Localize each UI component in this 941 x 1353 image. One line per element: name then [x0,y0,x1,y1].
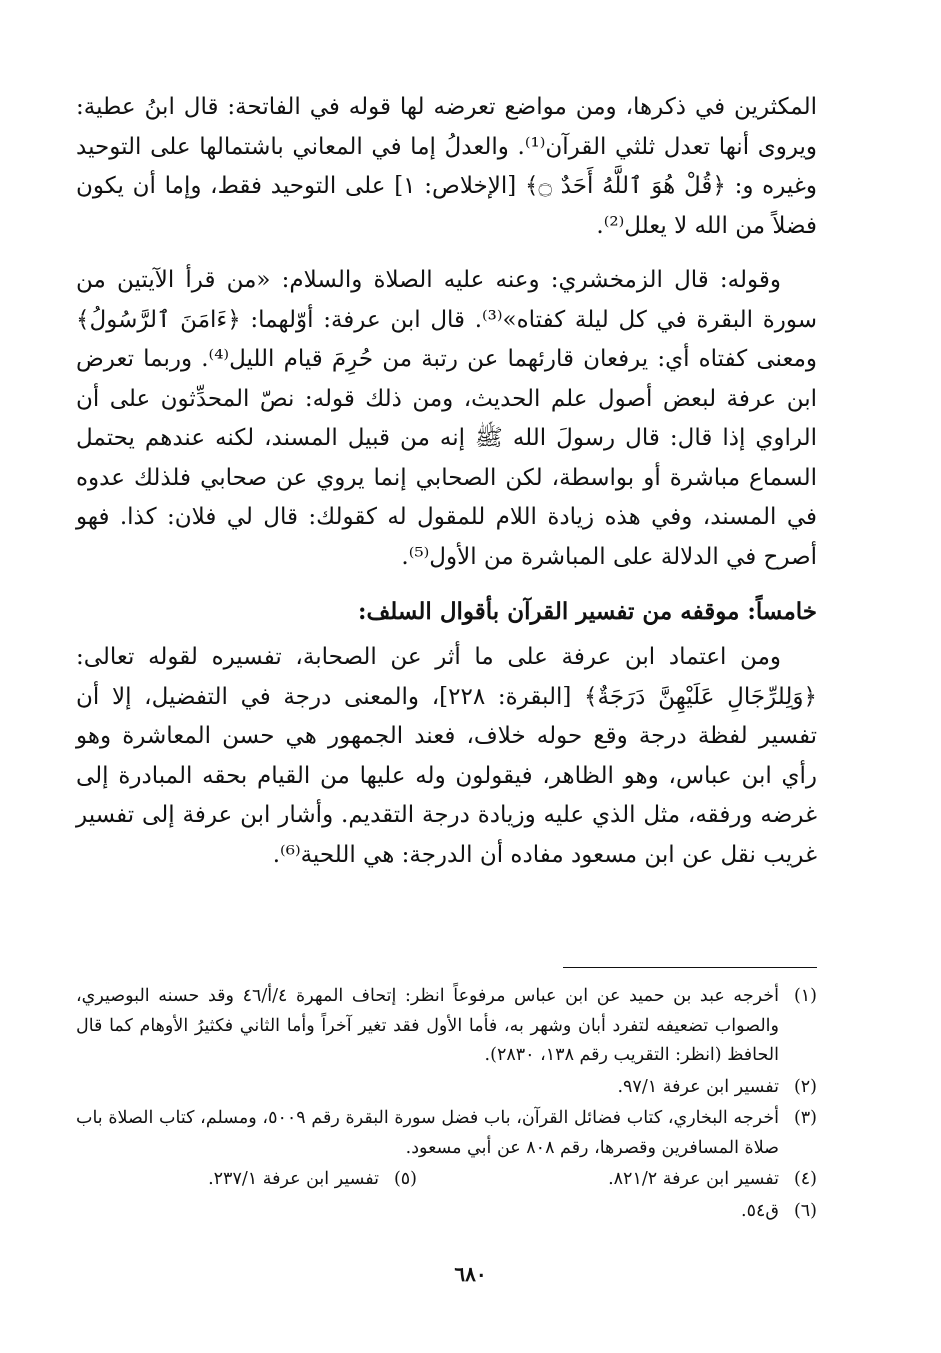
footnote-text: تفسير ابن عرفة ٢٣٧/١. [208,1169,379,1189]
text-line: ورفقه، مثل الذي عليه وزيادة درجة التقديم. وأشار ابن عرفة إلى تفسير غريب [76,802,817,868]
footnote-number: (٦) [793,1200,817,1221]
footnote-2 [76,1073,817,1103]
paragraph-2 [76,261,817,577]
footnote-row [76,1165,817,1197]
footnote-3 [76,1104,817,1163]
text-line: لفظة درجة وقع حوله خلاف، فعند الجمهور هي حسن المعاشرة وهو رأي ابن [76,723,817,789]
text-line: عباس، وهو الظاهر، فيقولون وله عليها من القيام بحقه المبادرة إلى غرضه [76,762,817,828]
text-line: ومعنى كفتاه أي: يرفعان قارئهما عن رتبة من حُرِمَ قيام الليل⁽⁴⁾. وربما تعرض [76,346,817,372]
text-line: الراوي إذا قال: قال رسولَ الله ﷺ إنه من قبيل المسند، لكنه عندهم يحتمل [76,425,817,451]
footnote-number: (٥) [393,1169,417,1189]
footnote-4 [457,1165,817,1195]
footnote-text: أخرجه عبد بن حميد عن ابن عباس مرفوعاً انظر: إتحاف المهرة ٤/أ/٤٦ وقد حسنه البوصيري، والصواب تضعيفه لتفرد أبان وشهر به، فأما الأول فقد تغير آخراً وأما الثاني فكثيرُ الأوهام كما قال الحافظ (انظر: التقريب رقم ١٣٨، ٢٨٣٠). [76,986,779,1065]
text-line: ويروى أنها تعدل ثلثي القرآن⁽¹⁾. والعدلُ إما في المعاني باشتمالها على [150,133,818,160]
footnote-text: ق٥٤. [741,1200,779,1221]
text-line: وإما أن يكون فضلاً من الله لا يعلل⁽²⁾. [76,173,817,239]
section-heading: خامساً: موقفه من تفسير القرآن بأقوال السلف: [357,598,817,625]
text-line: التوحيد وغيره و: ﴿قُلْ هُوَ ٱللَّهُ أَحَدٌ ۝﴾ [الإخلاص: ١] على التوحيد فقط، [76,133,817,199]
footnotes [76,982,817,1228]
text-line: السماع مباشرة أو بواسطة، لكن الصحابي إنما يروي عن صحابي فلذلك عدوه [76,464,817,491]
text-line: وقوله: قال الزمخشري: وعنه عليه الصلاة والسلام: «من قرأ الآيتين من [76,267,781,293]
footnote-text: أخرجه البخاري، كتاب فضائل القرآن، باب فضل سورة البقرة رقم ٥٠٠٩، ومسلم، كتاب الصلاة باب صلاة المسافرين وقصرها، رقم ٨٠٨ عن أبي مسعود. [76,1108,779,1158]
text-line: ﴿وَلِلرِّجَالِ عَلَيْهِنَّ دَرَجَةٌ﴾ [البقرة: ٢٢٨]، والمعنى درجة في التفضيل، إلا أن تفسير [76,683,817,749]
text-line: في المسند، وفي هذه زيادة اللام للمقول له كقولك: قال لي فلان: كذا. فهو [76,504,817,530]
footnote-number: (٣) [793,1108,817,1128]
text-line: سورة البقرة في كل ليلة كفتاه»⁽³⁾. قال ابن عرفة: أوّلهما: ﴿ءَامَنَ ٱلرَّسُولُ﴾ [76,306,818,333]
footnote-number: (١) [793,986,817,1006]
paragraph-1 [76,88,817,246]
footnote-text: تفسير ابن عرفة ٩٧/١. [617,1076,779,1097]
footnote-1 [76,982,817,1071]
text-line: المكثرين في ذكرها، ومن مواضع تعرضه لها قوله في الفاتحة: قال ابنُ عطية: [76,94,817,120]
text-line: ابن عرفة لبعض أصول علم الحديث، ومن ذلك قوله: نصّ المحدِّثون على أن [76,385,817,412]
page-number: ٦٨٠ [454,1262,487,1286]
text-line: ومن اعتماد ابن عرفة على ما أثر عن الصحابة، تفسيره لقوله تعالى: [76,644,781,670]
body-text [76,88,817,875]
footnote-divider [563,967,817,968]
footnote-number: (٤) [793,1169,817,1189]
text-line: نقل عن ابن مسعود مفاده أن الدرجة: هي اللحية⁽⁶⁾. [272,841,756,868]
footnote-5 [208,1165,417,1195]
footnote-number: (٢) [793,1076,817,1097]
text-line: أصرح في الدلالة على المباشرة من الأول⁽⁵⁾. [401,543,817,570]
footnote-6 [76,1197,817,1227]
footnote-text: تفسير ابن عرفة ٨٢١/٢. [608,1169,779,1189]
paragraph-3 [76,638,817,875]
